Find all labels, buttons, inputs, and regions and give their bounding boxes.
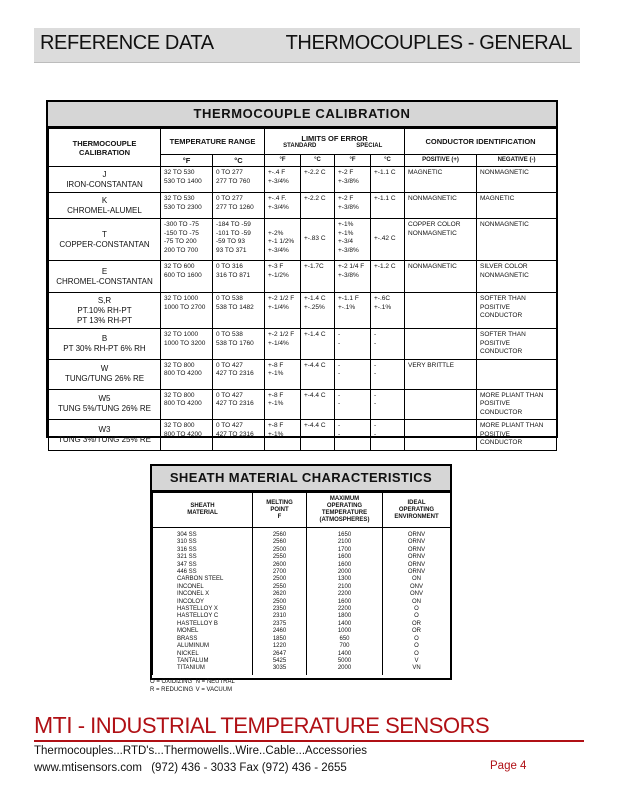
cell-melting: 1220 (253, 643, 307, 650)
legend-reducing: R = REDUCING (150, 687, 194, 693)
cell-material: 446 SS (153, 569, 253, 576)
brand-logo: MTI (34, 712, 73, 738)
cell-max-temp: 1400 (307, 621, 383, 628)
table-row (153, 628, 451, 635)
cell-max-temp: 1650 (307, 532, 383, 539)
cell-melting: 2560 (253, 539, 307, 546)
col-f: °F (161, 155, 213, 167)
cell-std-f: +-8 F +-1% (265, 420, 301, 451)
cell-material: CARBON STEEL (153, 576, 253, 583)
cell-max-temp: 1700 (307, 547, 383, 554)
section-title: REFERENCE DATA (40, 32, 214, 54)
cell-environment: VN (383, 665, 451, 672)
row-name: T COPPER-CONSTANTAN (49, 219, 161, 261)
cell-c: 0 TO 316 316 TO 871 (213, 261, 265, 293)
cell-spc-c: +-1.1 C (371, 193, 405, 219)
cell-spc-c: +-1.2 C (371, 261, 405, 293)
cell-std-f: +-8 F +-1% (265, 389, 301, 420)
cell-negative: MORE PLIANT THAN POSITIVE CONDUCTOR (477, 389, 557, 420)
cell-spc-f: +-1.1 F +-.1% (335, 293, 371, 329)
cell-max-temp: 1400 (307, 651, 383, 658)
table-row (49, 219, 557, 261)
cell-std-c: +-4.4 C (301, 389, 335, 420)
row-name: B PT 30% RH-PT 6% RH (49, 329, 161, 360)
row-name: W3 TUNG 3%/TUNG 25% RE (49, 420, 161, 451)
col-positive: POSITIVE (+) (405, 155, 477, 167)
col-std-c: °C (301, 155, 335, 167)
cell-environment: ONV (383, 591, 451, 598)
cell-environment: O (383, 643, 451, 650)
cell-max-temp: 2100 (307, 539, 383, 546)
table-row (153, 599, 451, 606)
cell-positive (405, 329, 477, 360)
cell-environment: OR (383, 628, 451, 635)
cell-material: NICKEL (153, 651, 253, 658)
cell-std-c: +-1.4 C (301, 329, 335, 360)
cell-std-f: +-.4 F. +-3/4% (265, 193, 301, 219)
cell-material: HASTELLOY C (153, 613, 253, 620)
cell-max-temp: 1300 (307, 576, 383, 583)
cell-negative: SOFTER THAN POSITIVE CONDUCTOR (477, 329, 557, 360)
cell-c: -184 TO -59 -101 TO -59 -59 TO 93 93 TO 371 (213, 219, 265, 261)
cell-f: 32 TO 530 530 TO 1400 (161, 167, 213, 193)
cell-melting: 2500 (253, 576, 307, 583)
cell-max-temp: 2000 (307, 569, 383, 576)
cell-spc-c: - - (371, 359, 405, 389)
cell-c: 0 TO 427 427 TO 2316 (213, 420, 265, 451)
cell-max-temp: 1600 (307, 599, 383, 606)
cell-std-c: +-4.4 C (301, 420, 335, 451)
col-limits-label: LIMITS OF ERROR (301, 133, 368, 143)
col-spc-f: °F (335, 155, 371, 167)
table-row (49, 193, 557, 219)
cell-material: 304 SS (153, 532, 253, 539)
cell-max-temp: 1600 (307, 562, 383, 569)
cell-spc-f: - - (335, 359, 371, 389)
col-material: SHEATH MATERIAL (153, 493, 253, 528)
cell-environment: ON (383, 576, 451, 583)
cell-c: 0 TO 277 277 TO 760 (213, 167, 265, 193)
cell-spc-c: - - (371, 329, 405, 360)
page-number: Page 4 (490, 760, 527, 772)
cell-melting: 2550 (253, 554, 307, 561)
cell-melting: 2700 (253, 569, 307, 576)
cell-max-temp: 2100 (307, 584, 383, 591)
table-row (49, 329, 557, 360)
cell-negative: NONMAGNETIC (477, 167, 557, 193)
row-name: W5 TUNG 5%/TUNG 26% RE (49, 389, 161, 420)
cell-environment: O (383, 613, 451, 620)
cell-c: 0 TO 277 277 TO 1260 (213, 193, 265, 219)
cell-max-temp: 700 (307, 643, 383, 650)
cell-f: 32 TO 800 800 TO 4200 (161, 420, 213, 451)
cell-negative: NONMAGNETIC (477, 219, 557, 261)
cell-std-c: +-4.4 C (301, 359, 335, 389)
cell-spc-c: +-.42 C (371, 219, 405, 261)
table-row (49, 359, 557, 389)
table-row (153, 636, 451, 643)
cell-f: 32 TO 530 530 TO 2300 (161, 193, 213, 219)
cell-spc-c: +-1.1 C (371, 167, 405, 193)
cell-negative: MAGNETIC (477, 193, 557, 219)
table-row (153, 584, 451, 591)
table-row (153, 576, 451, 583)
cell-negative: SILVER COLOR NONMAGNETIC (477, 261, 557, 293)
cell-melting: 5425 (253, 658, 307, 665)
topic-title: THERMOCOUPLES - GENERAL (285, 32, 572, 54)
col-spc-c: °C (371, 155, 405, 167)
table-row (49, 167, 557, 193)
page-header (34, 28, 580, 63)
cell-max-temp: 1000 (307, 628, 383, 635)
cell-spc-f: - - (335, 420, 371, 451)
cell-spc-f: +-2 F +-3/8% (335, 193, 371, 219)
cell-environment: ORNV (383, 554, 451, 561)
cell-std-c: +-2.2 C (301, 167, 335, 193)
legend-vacuum: V = VACUUM (195, 687, 233, 693)
cell-material: MONEL (153, 628, 253, 635)
cell-c: 0 TO 538 538 TO 1482 (213, 293, 265, 329)
legend-oxidizing: O = OXIDIZING (150, 679, 193, 685)
sheath-title: SHEATH MATERIAL CHARACTERISTICS (152, 466, 450, 492)
cell-std-c: +-.83 C (301, 219, 335, 261)
sheath-legend (150, 678, 235, 694)
legend-neutral: N = NEUTRAL (195, 679, 235, 685)
cell-material: ALUMINUM (153, 643, 253, 650)
col-standard: STANDARD (283, 142, 317, 149)
cell-material: 347 SS (153, 562, 253, 569)
cell-environment: ORNV (383, 562, 451, 569)
cell-melting: 3035 (253, 665, 307, 672)
col-conductor: CONDUCTOR IDENTIFICATION (405, 129, 557, 155)
table-row (49, 389, 557, 420)
col-range: TEMPERATURE RANGE (161, 129, 265, 155)
cell-c: 0 TO 538 538 TO 1760 (213, 329, 265, 360)
cell-environment: ORNV (383, 539, 451, 546)
cell-melting: 2310 (253, 613, 307, 620)
table-row (49, 420, 557, 451)
cell-positive: NONMAGNETIC (405, 193, 477, 219)
cell-material: HASTELLOY X (153, 606, 253, 613)
col-c: °C (213, 155, 265, 167)
table-row (153, 539, 451, 546)
table-row (49, 293, 557, 329)
cell-max-temp: 1600 (307, 554, 383, 561)
col-negative: NEGATIVE (-) (477, 155, 557, 167)
products-line: Thermocouples...RTD's...Thermowells..Wire..Cable...Accessories (34, 745, 368, 757)
cell-environment: ON (383, 599, 451, 606)
contact-line (34, 762, 347, 774)
cell-material: INCONEL (153, 584, 253, 591)
cell-environment: O (383, 636, 451, 643)
row-name: K CHROMEL-ALUMEL (49, 193, 161, 219)
cell-material: HASTELLOY B (153, 621, 253, 628)
cell-c: 0 TO 427 427 TO 2316 (213, 389, 265, 420)
cell-spc-c: +-.6C +-.1% (371, 293, 405, 329)
cell-environment: ORNV (383, 547, 451, 554)
table-row (153, 554, 451, 561)
cell-positive (405, 293, 477, 329)
cell-material: TANTALUM (153, 658, 253, 665)
cell-spc-f: +-2 1/4 F +-3/8% (335, 261, 371, 293)
table-row (153, 547, 451, 554)
cell-spc-c: - - (371, 389, 405, 420)
cell-std-c: +-2.2 C (301, 193, 335, 219)
cell-material: 310 SS (153, 539, 253, 546)
table-row (153, 591, 451, 598)
cell-f: 32 TO 800 800 TO 4200 (161, 359, 213, 389)
cell-max-temp: 1800 (307, 613, 383, 620)
cell-material: BRASS (153, 636, 253, 643)
col-limits (265, 129, 405, 155)
table-row (153, 643, 451, 650)
sheath-table (150, 464, 452, 680)
cell-positive: NONMAGNETIC (405, 261, 477, 293)
table-row (153, 658, 451, 665)
cell-std-f: +-2 1/2 F +-1/4% (265, 329, 301, 360)
col-std-f: °F (265, 155, 301, 167)
cell-positive (405, 420, 477, 451)
brand-tagline: - INDUSTRIAL TEMPERATURE SENSORS (72, 713, 490, 738)
cell-melting: 2647 (253, 651, 307, 658)
cell-std-f: +-.4 F +-3/4% (265, 167, 301, 193)
cell-melting: 2460 (253, 628, 307, 635)
cell-environment: O (383, 651, 451, 658)
table-row (153, 532, 451, 539)
table-row (49, 261, 557, 293)
cell-max-temp: 2000 (307, 665, 383, 672)
cell-melting: 2550 (253, 584, 307, 591)
table-row (153, 606, 451, 613)
phone-fax: (972) 436 - 3033 Fax (972) 436 - 2655 (151, 762, 347, 774)
row-name: E CHROMEL-CONSTANTAN (49, 261, 161, 293)
cell-f: 32 TO 600 600 TO 1600 (161, 261, 213, 293)
cell-melting: 2500 (253, 547, 307, 554)
cell-melting: 2350 (253, 606, 307, 613)
cell-std-f: +-8 F +-1% (265, 359, 301, 389)
cell-melting: 2560 (253, 532, 307, 539)
cell-std-f: +-2% +-1 1/2% +-3/4% (265, 219, 301, 261)
brand-line (34, 712, 489, 739)
table-row (153, 665, 451, 672)
cell-environment: ORNV (383, 532, 451, 539)
cell-f: -300 TO -75 -150 TO -75 -75 TO 200 200 TO 700 (161, 219, 213, 261)
cell-material: INCONEL X (153, 591, 253, 598)
cell-positive (405, 389, 477, 420)
cell-positive: MAGNETIC (405, 167, 477, 193)
cell-std-f: +-3 F +-1/2% (265, 261, 301, 293)
calibration-title: THERMOCOUPLE CALIBRATION (48, 102, 556, 128)
cell-material: TITANIUM (153, 665, 253, 672)
table-row (153, 621, 451, 628)
col-max-temp: MAXIMUM OPERATING TEMPERATURE (ATMOSPHERES) (307, 493, 383, 528)
col-melting: MELTING POINT F (253, 493, 307, 528)
cell-spc-f: +-1% +-1% +-3/4 +-3/8% (335, 219, 371, 261)
cell-max-temp: 5000 (307, 658, 383, 665)
cell-material: 321 SS (153, 554, 253, 561)
cell-spc-f: - - (335, 389, 371, 420)
row-name: W TUNG/TUNG 26% RE (49, 359, 161, 389)
cell-std-c: +-1.4 C +-.25% (301, 293, 335, 329)
table-row (153, 562, 451, 569)
brand-divider (34, 740, 584, 742)
cell-std-c: +-1.7C (301, 261, 335, 293)
cell-negative: MORE PLIANT THAN POSITIVE CONDUCTOR (477, 420, 557, 451)
cell-material: INCOLOY (153, 599, 253, 606)
cell-environment: O (383, 606, 451, 613)
row-name: S,R PT.10% RH-PT PT 13% RH-PT (49, 293, 161, 329)
table-row (153, 651, 451, 658)
cell-environment: V (383, 658, 451, 665)
website-link[interactable]: www.mtisensors.com (34, 762, 142, 774)
cell-melting: 2500 (253, 599, 307, 606)
cell-melting: 1850 (253, 636, 307, 643)
cell-spc-f: +-2 F +-3/8% (335, 167, 371, 193)
cell-environment: ONV (383, 584, 451, 591)
table-row (153, 613, 451, 620)
cell-max-temp: 650 (307, 636, 383, 643)
table-row (153, 569, 451, 576)
cell-environment: ORNV (383, 569, 451, 576)
cell-f: 32 TO 1000 1000 TO 2700 (161, 293, 213, 329)
cell-negative (477, 359, 557, 389)
cell-spc-f: - - (335, 329, 371, 360)
cell-melting: 2600 (253, 562, 307, 569)
cell-std-f: +-2 1/2 F +-1/4% (265, 293, 301, 329)
cell-melting: 2620 (253, 591, 307, 598)
cell-max-temp: 2200 (307, 591, 383, 598)
cell-positive: VERY BRITTLE (405, 359, 477, 389)
col-environment: IDEAL OPERATING ENVIRONMENT (383, 493, 451, 528)
cell-melting: 2375 (253, 621, 307, 628)
cell-environment: OR (383, 621, 451, 628)
cell-max-temp: 2200 (307, 606, 383, 613)
cell-f: 32 TO 800 800 TO 4200 (161, 389, 213, 420)
cell-spc-c: - - (371, 420, 405, 451)
cell-positive: COPPER COLOR NONMAGNETIC (405, 219, 477, 261)
cell-negative: SOFTER THAN POSITIVE CONDUCTOR (477, 293, 557, 329)
cell-material: 316 SS (153, 547, 253, 554)
col-special: SPECIAL (356, 142, 383, 149)
cell-f: 32 TO 1000 1000 TO 3200 (161, 329, 213, 360)
calibration-table (46, 100, 558, 446)
cell-c: 0 TO 427 427 TO 2316 (213, 359, 265, 389)
col-type: THERMOCOUPLE CALIBRATION (49, 129, 161, 167)
row-name: J IRON-CONSTANTAN (49, 167, 161, 193)
